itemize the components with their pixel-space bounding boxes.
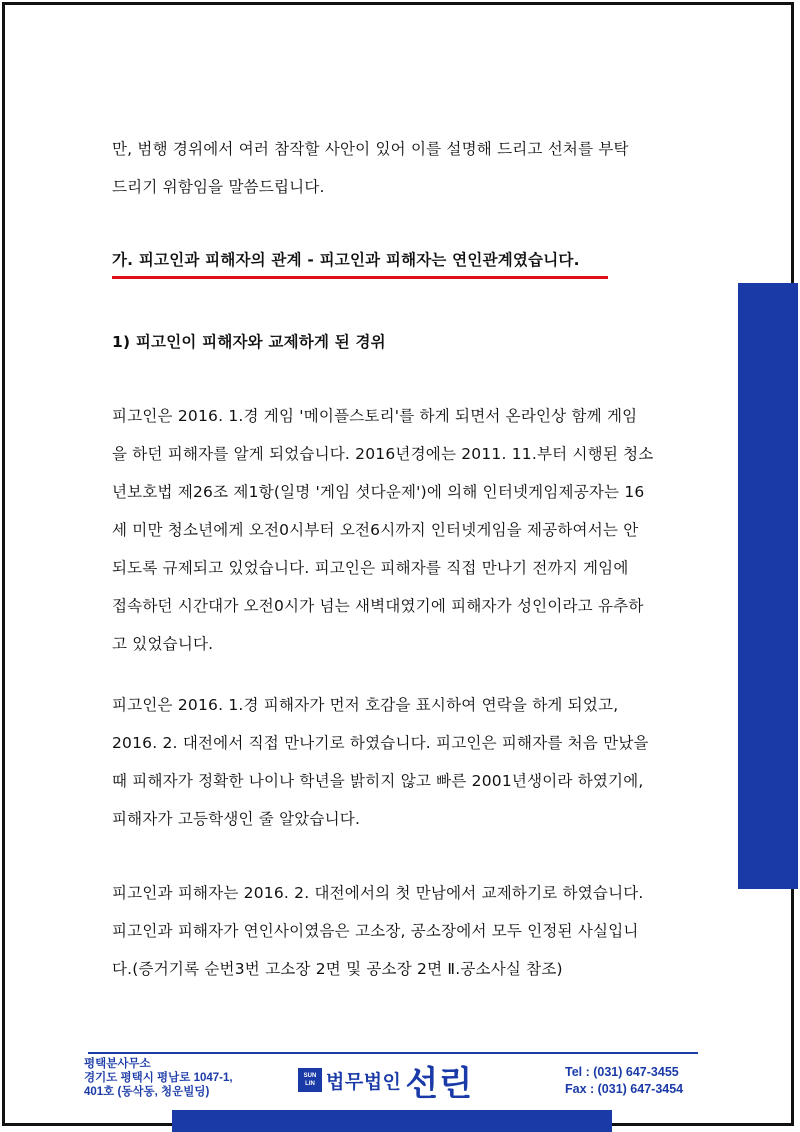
text-line: 피고인과 피해자가 연인사이였음은 고소장, 공소장에서 모두 인정된 사실입니	[112, 922, 639, 940]
footer-office-info	[84, 1057, 284, 1099]
text-line: 접속하던 시간대가 오전0시가 넘는 새벽대였기에 피해자가 성인이라고 유추하	[112, 597, 644, 615]
text-line: 2016. 2. 대전에서 직접 만나기로 하였습니다. 피고인은 피해자를 처음 만났을	[112, 734, 649, 752]
paragraph-game-acquaintance	[112, 397, 694, 663]
firm-name: 선린	[405, 1063, 474, 1104]
footer-rule	[88, 1052, 698, 1054]
office-name: 평택분사무소	[84, 1058, 151, 1070]
firm-logo	[298, 1060, 474, 1104]
heading-underline	[112, 276, 608, 279]
paragraph-relationship	[112, 874, 694, 988]
text-line: 피고인과 피해자는 2016. 2. 대전에서의 첫 만남에서 교제하기로 하였습니다.	[112, 884, 644, 902]
intro-line: 만, 범행 경위에서 여러 참작할 사안이 있어 이를 설명해 드리고 선처를 부탁	[112, 140, 629, 158]
subheading: 1) 피고인이 피해자와 교제하게 된 경위	[112, 333, 386, 351]
text-line: 다.(증거기록 순번3번 고소장 2면 및 공소장 2면 Ⅱ.공소사실 참조)	[112, 960, 563, 978]
text-line: 고 있었습니다.	[112, 635, 214, 653]
text-line: 세 미만 청소년에게 오전0시부터 오전6시까지 인터넷게임을 제공하여서는 안	[112, 521, 639, 539]
text-line: 피해자가 고등학생인 줄 알았습니다.	[112, 810, 361, 828]
office-address: 경기도 평택시 평남로 1047-1,	[84, 1072, 233, 1084]
logo-mark-icon: SUN LIN	[298, 1068, 322, 1092]
text-line: 피고인은 2016. 1.경 피해자가 먼저 호감을 표시하여 연락을 하게 되었고,	[112, 696, 619, 714]
paragraph-first-meeting	[112, 686, 694, 838]
tel-number: Tel : (031) 647-3455	[565, 1065, 679, 1079]
fax-number: Fax : (031) 647-3454	[565, 1082, 684, 1096]
office-address: 401호 (동삭동, 청운빌딩)	[84, 1086, 210, 1098]
intro-line: 드리기 위함임을 말씀드립니다.	[112, 178, 325, 196]
side-decoration-bar	[738, 283, 798, 889]
text-line: 을 하던 피해자를 알게 되었습니다. 2016년경에는 2011. 11.부터 시행된 청소	[112, 445, 654, 463]
text-line: 때 피해자가 정확한 나이나 학년을 밝히지 않고 빠른 2001년생이라 하였기에,	[112, 772, 644, 790]
text-line: 피고인은 2016. 1.경 게임 '메이플스토리'를 하게 되면서 온라인상 함께 게임	[112, 407, 638, 425]
footer-contact	[565, 1064, 705, 1098]
text-line: 년보호법 제26조 제1항(일명 '게임 셧다운제')에 의해 인터넷게임제공자는 16	[112, 483, 645, 501]
firm-type: 법무법인	[326, 1070, 402, 1093]
text-line: 되도록 규제되고 있었습니다. 피고인은 피해자를 직접 만나기 전까지 게임에	[112, 559, 629, 577]
section-heading: 가. 피고인과 피해자의 관계 - 피고인과 피해자는 연인관계였습니다.	[112, 251, 580, 269]
footer-bottom-band	[172, 1110, 612, 1132]
intro-paragraph	[112, 130, 694, 206]
